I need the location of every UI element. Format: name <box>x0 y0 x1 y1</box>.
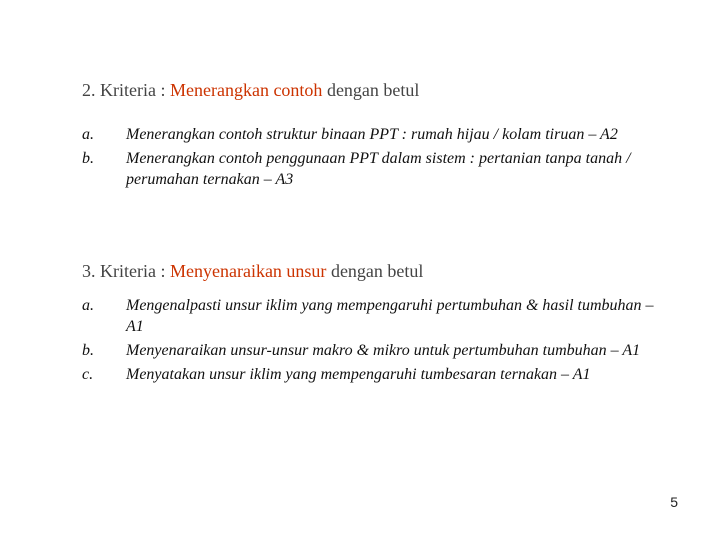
list-item <box>82 148 682 190</box>
heading-prefix: 2. Kriteria : <box>82 80 170 100</box>
list-item-text: Menyatakan unsur iklim yang mempengaruhi tumbesaran ternakan – A1 <box>126 366 591 383</box>
list-item-text: Menerangkan contoh penggunaan PPT dalam sistem : pertanian tanpa tanah / perumahan ternakan – A3 <box>126 150 631 188</box>
list-item-text: Menerangkan contoh struktur binaan PPT : rumah hijau / kolam tiruan – A2 <box>126 126 618 143</box>
section-criteria-2 <box>82 79 682 188</box>
heading-keyword: Menerangkan contoh <box>169 80 323 100</box>
list-item <box>82 340 682 361</box>
section-criteria-3 <box>82 260 682 383</box>
list-item <box>82 295 682 337</box>
heading-suffix: dengan betul <box>322 80 420 100</box>
heading-keyword: Menyenaraikan unsur <box>169 261 327 281</box>
heading-prefix: 3. Kriteria : <box>82 261 170 281</box>
heading-suffix: dengan betul <box>326 261 424 281</box>
list-marker: c. <box>82 366 94 383</box>
list-marker: a. <box>82 126 94 143</box>
list-item-text: Menyenaraikan unsur-unsur makro & mikro untuk pertumbuhan tumbuhan – A1 <box>126 342 641 359</box>
list-marker: b. <box>82 342 94 359</box>
list-item <box>82 364 682 385</box>
list-marker: a. <box>82 297 94 314</box>
section-heading <box>82 260 682 282</box>
section-heading <box>82 79 682 101</box>
page-number: 5 <box>670 494 678 510</box>
criteria-list <box>82 124 682 190</box>
criteria-list <box>82 295 682 385</box>
list-item-text: Mengenalpasti unsur iklim yang mempengaruhi pertumbuhan & hasil tumbuhan – A1 <box>126 297 654 335</box>
list-marker: b. <box>82 150 94 167</box>
list-item <box>82 124 682 145</box>
